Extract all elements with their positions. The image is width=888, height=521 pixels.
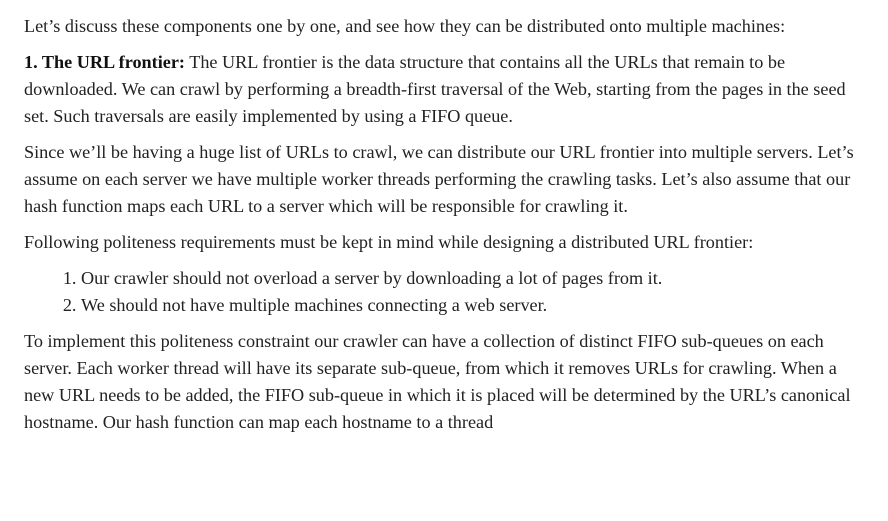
distribute-paragraph: Since we’ll be having a huge list of URLs to crawl, we can distribute our URL frontier into multiple servers. Let’s assume on each server we have multiple worker threads performing the crawling tasks. Let’s also assume that our hash function maps each URL to a server which will be responsible for crawling it.	[24, 142, 854, 216]
politeness-intro-paragraph: Following politeness requirements must be kept in mind while designing a distributed URL frontier:	[24, 232, 754, 252]
implement-paragraph: To implement this politeness constraint our crawler can have a collection of distinct FIFO sub-queues on each server. Each worker thread will have its separate sub-queue, from which it removes URLs for crawling. When a new URL needs to be added, the FIFO sub-queue in which it is placed will be determined by the URL’s canonical hostname. Our hash function can map each hostname to a thread	[24, 331, 851, 432]
list-item: 1. Our crawler should not overload a server by downloading a lot of pages from it.	[81, 265, 858, 292]
url-frontier-paragraph	[24, 49, 858, 130]
politeness-list	[24, 265, 858, 319]
url-frontier-heading: 1. The URL frontier:	[24, 52, 185, 72]
intro-paragraph: Let’s discuss these components one by one, and see how they can be distributed onto multiple machines:	[24, 16, 786, 36]
list-item: 2. We should not have multiple machines connecting a web server.	[81, 292, 858, 319]
url-frontier-body: The URL frontier is the data structure that contains all the URLs that remain to be downloaded. We can crawl by performing a breadth-first traversal of the Web, starting from the pages in the seed set. Such traversals are easily implemented by using a FIFO queue.	[24, 52, 846, 126]
